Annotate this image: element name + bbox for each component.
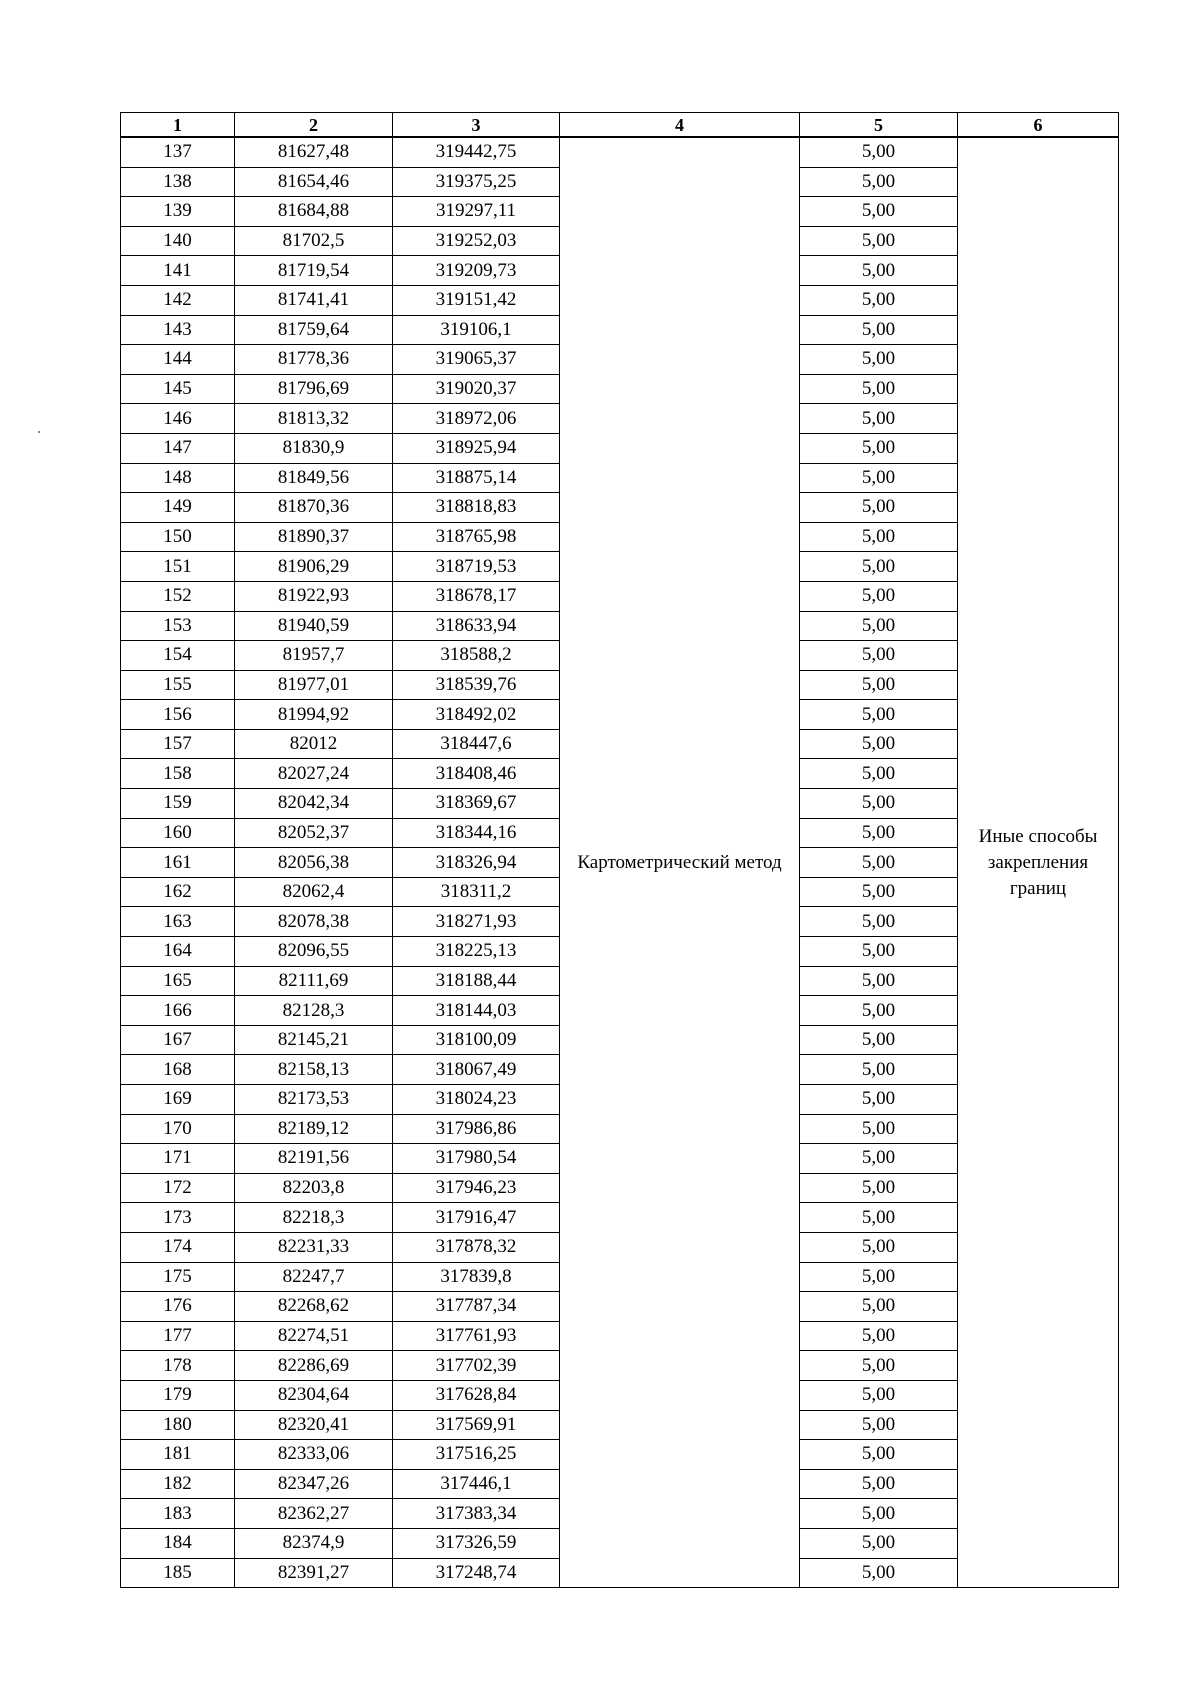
y-coordinate-cell: 319106,1 — [393, 315, 560, 345]
point-number-cell: 147 — [121, 433, 235, 463]
accuracy-cell: 5,00 — [800, 522, 958, 552]
y-coordinate-cell: 318539,76 — [393, 670, 560, 700]
header-col-1: 1 — [121, 113, 235, 138]
accuracy-cell: 5,00 — [800, 167, 958, 197]
y-coordinate-cell: 317446,1 — [393, 1469, 560, 1499]
y-coordinate-cell: 317761,93 — [393, 1321, 560, 1351]
y-coordinate-cell: 319442,75 — [393, 137, 560, 167]
method-cell: Картометрический метод — [560, 137, 800, 1588]
x-coordinate-cell: 82027,24 — [235, 759, 393, 789]
accuracy-cell: 5,00 — [800, 1410, 958, 1440]
x-coordinate-cell: 81849,56 — [235, 463, 393, 493]
point-number-cell: 180 — [121, 1410, 235, 1440]
x-coordinate-cell: 82362,27 — [235, 1499, 393, 1529]
point-number-cell: 173 — [121, 1203, 235, 1233]
accuracy-cell: 5,00 — [800, 137, 958, 167]
x-coordinate-cell: 82062,4 — [235, 877, 393, 907]
point-number-cell: 146 — [121, 404, 235, 434]
y-coordinate-cell: 318369,67 — [393, 789, 560, 819]
y-coordinate-cell: 318024,23 — [393, 1085, 560, 1115]
y-coordinate-cell: 318100,09 — [393, 1025, 560, 1055]
accuracy-cell: 5,00 — [800, 1232, 958, 1262]
x-coordinate-cell: 82374,9 — [235, 1528, 393, 1558]
table-header — [121, 113, 1119, 138]
accuracy-cell: 5,00 — [800, 1440, 958, 1470]
point-number-cell: 174 — [121, 1232, 235, 1262]
accuracy-cell: 5,00 — [800, 670, 958, 700]
point-number-cell: 155 — [121, 670, 235, 700]
x-coordinate-cell: 82333,06 — [235, 1440, 393, 1470]
accuracy-cell: 5,00 — [800, 1528, 958, 1558]
x-coordinate-cell: 82145,21 — [235, 1025, 393, 1055]
y-coordinate-cell: 319020,37 — [393, 374, 560, 404]
point-number-cell: 149 — [121, 493, 235, 523]
x-coordinate-cell: 81627,48 — [235, 137, 393, 167]
table-row — [121, 137, 1119, 167]
y-coordinate-cell: 318492,02 — [393, 700, 560, 730]
header-col-6: 6 — [958, 113, 1119, 138]
y-coordinate-cell: 319297,11 — [393, 197, 560, 227]
accuracy-cell: 5,00 — [800, 226, 958, 256]
x-coordinate-cell: 81830,9 — [235, 433, 393, 463]
table-body — [121, 137, 1119, 1588]
x-coordinate-cell: 82078,38 — [235, 907, 393, 937]
coordinates-table — [120, 112, 1119, 1588]
x-coordinate-cell: 81759,64 — [235, 315, 393, 345]
accuracy-cell: 5,00 — [800, 759, 958, 789]
point-number-cell: 142 — [121, 285, 235, 315]
y-coordinate-cell: 317980,54 — [393, 1144, 560, 1174]
x-coordinate-cell: 82268,62 — [235, 1292, 393, 1322]
y-coordinate-cell: 317628,84 — [393, 1380, 560, 1410]
accuracy-cell: 5,00 — [800, 966, 958, 996]
accuracy-cell: 5,00 — [800, 611, 958, 641]
y-coordinate-cell: 317986,86 — [393, 1114, 560, 1144]
y-coordinate-cell: 317248,74 — [393, 1558, 560, 1588]
accuracy-cell: 5,00 — [800, 1380, 958, 1410]
x-coordinate-cell: 81977,01 — [235, 670, 393, 700]
accuracy-cell: 5,00 — [800, 1292, 958, 1322]
x-coordinate-cell: 82203,8 — [235, 1173, 393, 1203]
x-coordinate-cell: 82012 — [235, 729, 393, 759]
accuracy-cell: 5,00 — [800, 1321, 958, 1351]
y-coordinate-cell: 318067,49 — [393, 1055, 560, 1085]
y-coordinate-cell: 318925,94 — [393, 433, 560, 463]
x-coordinate-cell: 82247,7 — [235, 1262, 393, 1292]
accuracy-cell: 5,00 — [800, 1469, 958, 1499]
y-coordinate-cell: 318225,13 — [393, 937, 560, 967]
accuracy-cell: 5,00 — [800, 1085, 958, 1115]
point-number-cell: 177 — [121, 1321, 235, 1351]
point-number-cell: 164 — [121, 937, 235, 967]
x-coordinate-cell: 82286,69 — [235, 1351, 393, 1381]
accuracy-cell: 5,00 — [800, 729, 958, 759]
x-coordinate-cell: 82218,3 — [235, 1203, 393, 1233]
point-number-cell: 144 — [121, 345, 235, 375]
point-number-cell: 156 — [121, 700, 235, 730]
point-number-cell: 165 — [121, 966, 235, 996]
x-coordinate-cell: 82096,55 — [235, 937, 393, 967]
x-coordinate-cell: 82158,13 — [235, 1055, 393, 1085]
point-number-cell: 138 — [121, 167, 235, 197]
accuracy-cell: 5,00 — [800, 315, 958, 345]
x-coordinate-cell: 82189,12 — [235, 1114, 393, 1144]
point-number-cell: 166 — [121, 996, 235, 1026]
x-coordinate-cell: 81796,69 — [235, 374, 393, 404]
accuracy-cell: 5,00 — [800, 1262, 958, 1292]
header-col-2: 2 — [235, 113, 393, 138]
point-number-cell: 162 — [121, 877, 235, 907]
accuracy-cell: 5,00 — [800, 641, 958, 671]
point-number-cell: 160 — [121, 818, 235, 848]
point-number-cell: 175 — [121, 1262, 235, 1292]
accuracy-cell: 5,00 — [800, 404, 958, 434]
accuracy-cell: 5,00 — [800, 433, 958, 463]
point-number-cell: 140 — [121, 226, 235, 256]
y-coordinate-cell: 319151,42 — [393, 285, 560, 315]
accuracy-cell: 5,00 — [800, 285, 958, 315]
point-number-cell: 143 — [121, 315, 235, 345]
point-number-cell: 157 — [121, 729, 235, 759]
x-coordinate-cell: 82111,69 — [235, 966, 393, 996]
x-coordinate-cell: 81684,88 — [235, 197, 393, 227]
x-coordinate-cell: 81906,29 — [235, 552, 393, 582]
accuracy-cell: 5,00 — [800, 552, 958, 582]
y-coordinate-cell: 318818,83 — [393, 493, 560, 523]
point-number-cell: 168 — [121, 1055, 235, 1085]
y-coordinate-cell: 317516,25 — [393, 1440, 560, 1470]
y-coordinate-cell: 318719,53 — [393, 552, 560, 582]
accuracy-cell: 5,00 — [800, 581, 958, 611]
accuracy-cell: 5,00 — [800, 1351, 958, 1381]
point-number-cell: 159 — [121, 789, 235, 819]
y-coordinate-cell: 318188,44 — [393, 966, 560, 996]
x-coordinate-cell: 82347,26 — [235, 1469, 393, 1499]
y-coordinate-cell: 318311,2 — [393, 877, 560, 907]
accuracy-cell: 5,00 — [800, 818, 958, 848]
point-number-cell: 139 — [121, 197, 235, 227]
scan-speck — [38, 431, 40, 433]
y-coordinate-cell: 318765,98 — [393, 522, 560, 552]
point-number-cell: 161 — [121, 848, 235, 878]
accuracy-cell: 5,00 — [800, 848, 958, 878]
y-coordinate-cell: 318344,16 — [393, 818, 560, 848]
x-coordinate-cell: 82231,33 — [235, 1232, 393, 1262]
y-coordinate-cell: 318447,6 — [393, 729, 560, 759]
y-coordinate-cell: 318875,14 — [393, 463, 560, 493]
accuracy-cell: 5,00 — [800, 1114, 958, 1144]
y-coordinate-cell: 318633,94 — [393, 611, 560, 641]
point-number-cell: 179 — [121, 1380, 235, 1410]
y-coordinate-cell: 318678,17 — [393, 581, 560, 611]
x-coordinate-cell: 82304,64 — [235, 1380, 393, 1410]
point-number-cell: 141 — [121, 256, 235, 286]
accuracy-cell: 5,00 — [800, 493, 958, 523]
x-coordinate-cell: 82056,38 — [235, 848, 393, 878]
y-coordinate-cell: 317916,47 — [393, 1203, 560, 1233]
point-number-cell: 184 — [121, 1528, 235, 1558]
x-coordinate-cell: 81741,41 — [235, 285, 393, 315]
y-coordinate-cell: 317878,32 — [393, 1232, 560, 1262]
accuracy-cell: 5,00 — [800, 877, 958, 907]
accuracy-cell: 5,00 — [800, 197, 958, 227]
y-coordinate-cell: 318588,2 — [393, 641, 560, 671]
y-coordinate-cell: 319252,03 — [393, 226, 560, 256]
accuracy-cell: 5,00 — [800, 345, 958, 375]
accuracy-cell: 5,00 — [800, 1203, 958, 1233]
y-coordinate-cell: 318326,94 — [393, 848, 560, 878]
accuracy-cell: 5,00 — [800, 1558, 958, 1588]
x-coordinate-cell: 81778,36 — [235, 345, 393, 375]
x-coordinate-cell: 82042,34 — [235, 789, 393, 819]
header-col-3: 3 — [393, 113, 560, 138]
accuracy-cell: 5,00 — [800, 1499, 958, 1529]
y-coordinate-cell: 318408,46 — [393, 759, 560, 789]
point-number-cell: 176 — [121, 1292, 235, 1322]
x-coordinate-cell: 81940,59 — [235, 611, 393, 641]
y-coordinate-cell: 317569,91 — [393, 1410, 560, 1440]
fixing-method-cell: Иные способы закрепления границ — [958, 137, 1119, 1588]
x-coordinate-cell: 81719,54 — [235, 256, 393, 286]
point-number-cell: 178 — [121, 1351, 235, 1381]
point-number-cell: 152 — [121, 581, 235, 611]
point-number-cell: 172 — [121, 1173, 235, 1203]
y-coordinate-cell: 319065,37 — [393, 345, 560, 375]
x-coordinate-cell: 82052,37 — [235, 818, 393, 848]
x-coordinate-cell: 82391,27 — [235, 1558, 393, 1588]
y-coordinate-cell: 317326,59 — [393, 1528, 560, 1558]
y-coordinate-cell: 318271,93 — [393, 907, 560, 937]
point-number-cell: 171 — [121, 1144, 235, 1174]
y-coordinate-cell: 317946,23 — [393, 1173, 560, 1203]
x-coordinate-cell: 82274,51 — [235, 1321, 393, 1351]
x-coordinate-cell: 82128,3 — [235, 996, 393, 1026]
accuracy-cell: 5,00 — [800, 1025, 958, 1055]
x-coordinate-cell: 81957,7 — [235, 641, 393, 671]
x-coordinate-cell: 81890,37 — [235, 522, 393, 552]
y-coordinate-cell: 319209,73 — [393, 256, 560, 286]
x-coordinate-cell: 81870,36 — [235, 493, 393, 523]
x-coordinate-cell: 82191,56 — [235, 1144, 393, 1174]
y-coordinate-cell: 318972,06 — [393, 404, 560, 434]
x-coordinate-cell: 82320,41 — [235, 1410, 393, 1440]
header-col-5: 5 — [800, 113, 958, 138]
y-coordinate-cell: 317702,39 — [393, 1351, 560, 1381]
y-coordinate-cell: 318144,03 — [393, 996, 560, 1026]
accuracy-cell: 5,00 — [800, 1055, 958, 1085]
accuracy-cell: 5,00 — [800, 463, 958, 493]
x-coordinate-cell: 81994,92 — [235, 700, 393, 730]
accuracy-cell: 5,00 — [800, 700, 958, 730]
accuracy-cell: 5,00 — [800, 789, 958, 819]
accuracy-cell: 5,00 — [800, 937, 958, 967]
x-coordinate-cell: 81702,5 — [235, 226, 393, 256]
accuracy-cell: 5,00 — [800, 374, 958, 404]
point-number-cell: 170 — [121, 1114, 235, 1144]
point-number-cell: 185 — [121, 1558, 235, 1588]
y-coordinate-cell: 317787,34 — [393, 1292, 560, 1322]
x-coordinate-cell: 81813,32 — [235, 404, 393, 434]
point-number-cell: 183 — [121, 1499, 235, 1529]
point-number-cell: 150 — [121, 522, 235, 552]
accuracy-cell: 5,00 — [800, 996, 958, 1026]
y-coordinate-cell: 317383,34 — [393, 1499, 560, 1529]
point-number-cell: 181 — [121, 1440, 235, 1470]
accuracy-cell: 5,00 — [800, 1144, 958, 1174]
x-coordinate-cell: 81654,46 — [235, 167, 393, 197]
point-number-cell: 137 — [121, 137, 235, 167]
point-number-cell: 151 — [121, 552, 235, 582]
point-number-cell: 158 — [121, 759, 235, 789]
point-number-cell: 145 — [121, 374, 235, 404]
point-number-cell: 167 — [121, 1025, 235, 1055]
point-number-cell: 148 — [121, 463, 235, 493]
y-coordinate-cell: 319375,25 — [393, 167, 560, 197]
point-number-cell: 153 — [121, 611, 235, 641]
y-coordinate-cell: 317839,8 — [393, 1262, 560, 1292]
accuracy-cell: 5,00 — [800, 256, 958, 286]
point-number-cell: 182 — [121, 1469, 235, 1499]
x-coordinate-cell: 81922,93 — [235, 581, 393, 611]
accuracy-cell: 5,00 — [800, 907, 958, 937]
x-coordinate-cell: 82173,53 — [235, 1085, 393, 1115]
point-number-cell: 163 — [121, 907, 235, 937]
point-number-cell: 169 — [121, 1085, 235, 1115]
header-col-4: 4 — [560, 113, 800, 138]
accuracy-cell: 5,00 — [800, 1173, 958, 1203]
header-row — [121, 113, 1119, 138]
point-number-cell: 154 — [121, 641, 235, 671]
